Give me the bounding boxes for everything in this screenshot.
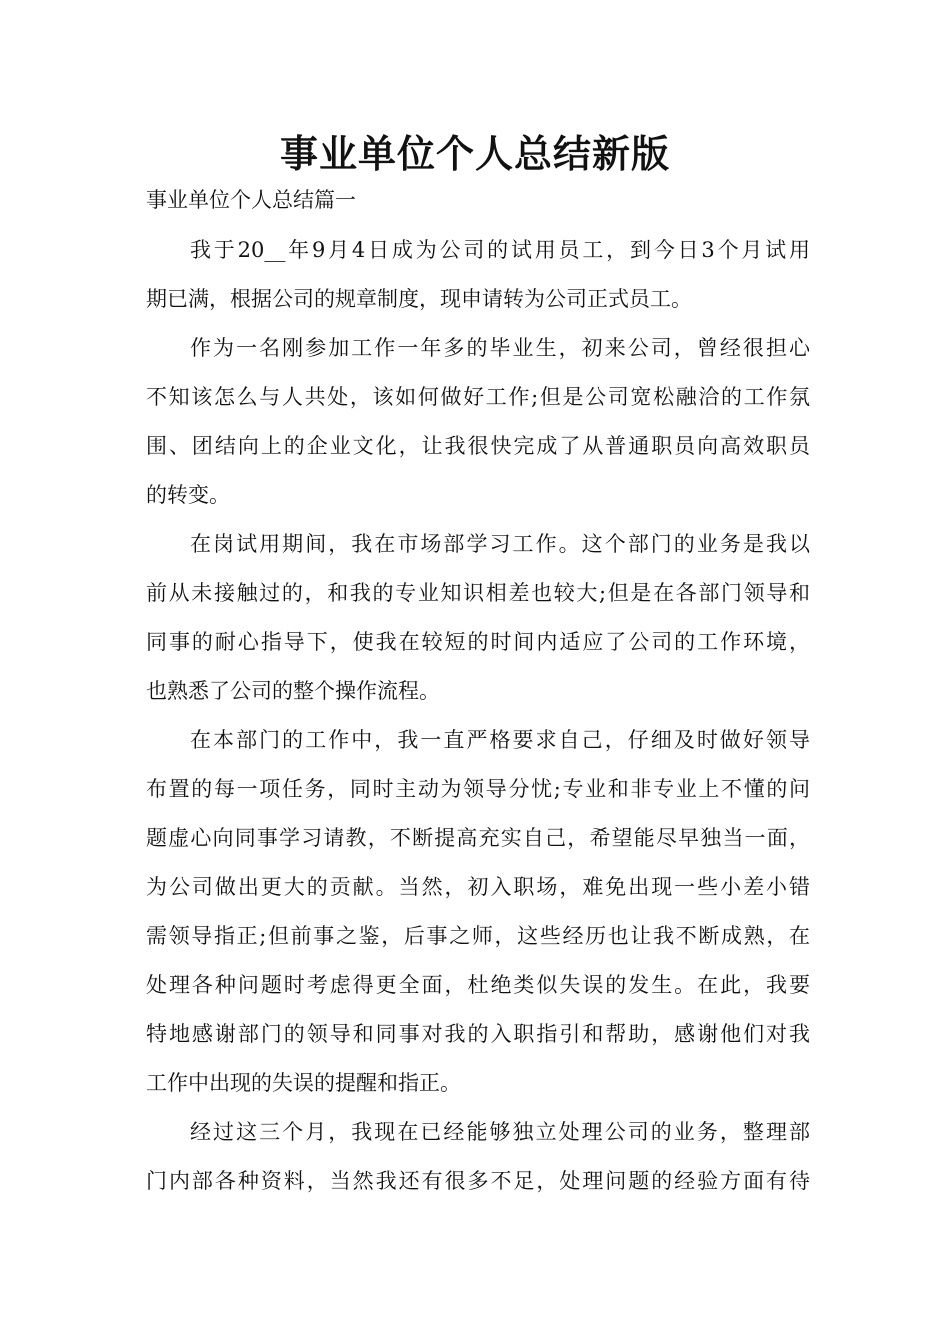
- paragraph-5: [146, 1108, 810, 1206]
- text-line: 处理各种问题时考虑得更全面，杜绝类似失误的发生。在此，我要: [146, 973, 810, 997]
- text-line: 特地感谢部门的领导和同事对我的入职指引和帮助，感谢他们对我: [146, 1022, 810, 1046]
- text-line: 不知该怎么与人共处，该如何做好工作;但是公司宽松融洽的工作氛: [146, 385, 810, 409]
- text-line: 在岗试用期间，我在市场部学习工作。这个部门的业务是我以: [190, 532, 810, 556]
- paragraph-3: [146, 520, 810, 716]
- text-line: 期已满，根据公司的规章制度，现申请转为公司正式员工。: [146, 287, 692, 311]
- text-line: 也熟悉了公司的整个操作流程。: [146, 679, 440, 703]
- text-line: 题虚心向同事学习请教，不断提高充实自己，希望能尽早独当一面，: [146, 826, 810, 850]
- section-heading: 事业单位个人总结篇一: [146, 188, 356, 212]
- text-line: 前从未接触过的，和我的专业知识相差也较大;但是在各部门领导和: [146, 581, 810, 605]
- text-line: 的转变。: [146, 483, 230, 507]
- text-line: 同事的耐心指导下，使我在较短的时间内适应了公司的工作环境，: [146, 630, 810, 654]
- document-body: [146, 226, 810, 1206]
- paragraph-1: [146, 226, 810, 324]
- paragraph-4: [146, 716, 810, 1108]
- text-line: 我于20__年9月4日成为公司的试用员工，到今日3个月试用: [190, 238, 810, 262]
- paragraph-2: [146, 324, 810, 520]
- text-line: 作为一名刚参加工作一年多的毕业生，初来公司，曾经很担心: [190, 336, 810, 360]
- text-line: 需领导指正;但前事之鉴，后事之师，这些经历也让我不断成熟，在: [146, 924, 810, 948]
- text-line: 围、团结向上的企业文化，让我很快完成了从普通职员向高效职员: [146, 434, 810, 458]
- text-line: 经过这三个月，我现在已经能够独立处理公司的业务，整理部: [190, 1120, 810, 1144]
- text-line: 为公司做出更大的贡献。当然，初入职场，难免出现一些小差小错: [146, 875, 810, 899]
- text-line: 门内部各种资料，当然我还有很多不足，处理问题的经验方面有待: [146, 1169, 810, 1193]
- document-title: 事业单位个人总结新版: [279, 132, 670, 176]
- text-line: 工作中出现的失误的提醒和指正。: [146, 1071, 461, 1095]
- text-line: 在本部门的工作中，我一直严格要求自己，仔细及时做好领导: [190, 728, 810, 752]
- text-line: 布置的每一项任务，同时主动为领导分忧;专业和非专业上不懂的问: [146, 777, 810, 801]
